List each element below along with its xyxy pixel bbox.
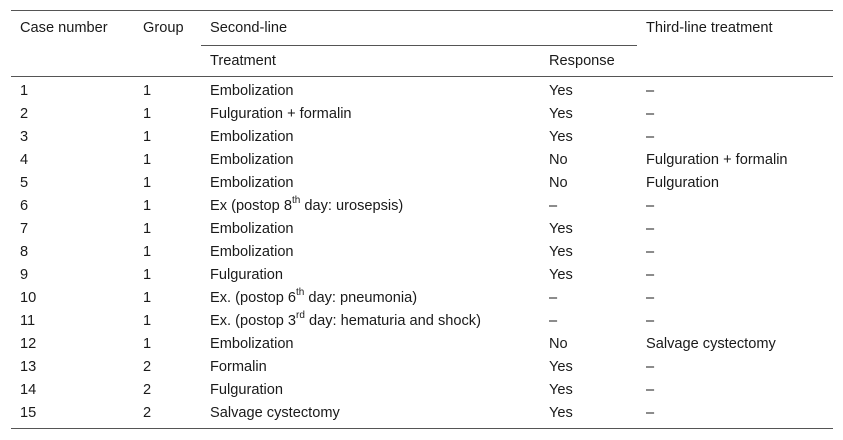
table-row: [11, 310, 833, 333]
cell-case-number: 8: [20, 244, 29, 260]
treatment-text-rest: day: pneumonia): [304, 290, 418, 306]
cell-response: Yes: [549, 221, 573, 237]
table-row: [11, 264, 833, 287]
table-header: [11, 11, 833, 77]
header-group: Group: [143, 20, 184, 36]
cell-third-line: –: [646, 221, 655, 237]
cell-third-line: –: [646, 198, 655, 214]
cell-treatment: [201, 333, 540, 356]
treatment-text-rest: day: urosepsis): [300, 198, 404, 214]
cell-case-number: 5: [20, 175, 29, 191]
cell-treatment: [201, 195, 540, 218]
cell-group: 1: [143, 198, 152, 214]
treatment-text: Embolization: [210, 244, 294, 260]
cell-response: Yes: [549, 129, 573, 145]
cell-response: No: [549, 152, 568, 168]
cell-group: 2: [143, 359, 152, 375]
cell-response: Yes: [549, 267, 573, 283]
cell-case-number: 11: [20, 313, 36, 329]
cell-group: 2: [143, 405, 152, 421]
cell-response: Yes: [549, 83, 573, 99]
treatment-text: Fulguration + formalin: [210, 106, 352, 122]
treatment-text: Salvage cystectomy: [210, 405, 340, 421]
treatment-text: Formalin: [210, 359, 267, 375]
cell-treatment: [201, 218, 540, 241]
cell-group: 1: [143, 267, 152, 283]
header-treatment: Treatment: [210, 53, 276, 69]
cell-response: Yes: [549, 382, 573, 398]
treatment-text: Embolization: [210, 175, 294, 191]
table-row: [11, 241, 833, 264]
cell-group: 1: [143, 129, 152, 145]
cell-case-number: 10: [20, 290, 37, 306]
cell-case-number: 4: [20, 152, 29, 168]
cell-response: Yes: [549, 106, 573, 122]
cell-case-number: 2: [20, 106, 29, 122]
treatment-text-rest: day: hematuria and shock): [304, 313, 481, 329]
treatment-superscript: th: [291, 195, 301, 207]
treatment-text: Ex. (postop 6: [210, 290, 296, 306]
table-row: [11, 218, 833, 241]
cell-response: –: [549, 198, 558, 214]
treatment-text: Ex (postop 8: [210, 198, 292, 214]
cell-third-line: –: [646, 405, 655, 421]
table-row: [11, 356, 833, 379]
table-row: [11, 195, 833, 218]
cell-group: 2: [143, 382, 152, 398]
treatment-text: Embolization: [210, 83, 294, 99]
cell-treatment: [201, 356, 540, 379]
table-row: [11, 172, 833, 195]
cell-case-number: 14: [20, 382, 37, 398]
cell-third-line: –: [646, 129, 655, 145]
table-container: [11, 10, 833, 429]
cell-third-line: –: [646, 267, 655, 283]
treatment-table: [11, 10, 833, 429]
treatment-text: Embolization: [210, 152, 294, 168]
cell-third-line: Salvage cystectomy: [646, 336, 776, 352]
cell-treatment: [201, 103, 540, 126]
cell-response: Yes: [549, 244, 573, 260]
cell-treatment: [201, 264, 540, 287]
table-row: [11, 149, 833, 172]
cell-third-line: Fulguration + formalin: [646, 152, 788, 168]
treatment-superscript: rd: [296, 310, 305, 322]
cell-group: 1: [143, 221, 152, 237]
cell-group: 1: [143, 290, 152, 306]
cell-third-line: –: [646, 290, 655, 306]
treatment-text: Fulguration: [210, 382, 284, 398]
cell-case-number: 1: [20, 83, 29, 99]
cell-third-line: –: [646, 83, 655, 99]
cell-treatment: [201, 402, 540, 429]
cell-case-number: 7: [20, 221, 29, 237]
table-row: [11, 287, 833, 310]
cell-third-line: Fulguration: [646, 175, 720, 191]
cell-treatment: [201, 126, 540, 149]
cell-case-number: 3: [20, 129, 29, 145]
cell-treatment: [201, 310, 540, 333]
treatment-text: Embolization: [210, 221, 294, 237]
header-third-line: Third-line treatment: [646, 20, 773, 36]
treatment-text: Ex. (postop 3: [210, 313, 296, 329]
cell-third-line: –: [646, 382, 655, 398]
cell-case-number: 13: [20, 359, 37, 375]
cell-third-line: –: [646, 313, 655, 329]
table-body: [11, 77, 833, 429]
table-row: [11, 126, 833, 149]
cell-response: –: [549, 290, 558, 306]
cell-response: –: [549, 313, 558, 329]
cell-case-number: 15: [20, 405, 37, 421]
cell-case-number: 12: [20, 336, 37, 352]
cell-treatment: [201, 149, 540, 172]
cell-group: 1: [143, 152, 152, 168]
treatment-text: Fulguration: [210, 267, 284, 283]
treatment-text: Embolization: [210, 129, 294, 145]
cell-third-line: –: [646, 106, 655, 122]
cell-third-line: –: [646, 359, 655, 375]
cell-response: No: [549, 336, 568, 352]
cell-response: Yes: [549, 359, 573, 375]
treatment-superscript: th: [296, 287, 305, 299]
treatment-text: Embolization: [210, 336, 294, 352]
cell-case-number: 6: [20, 198, 29, 214]
table-row: [11, 103, 833, 126]
cell-treatment: [201, 172, 540, 195]
cell-response: No: [549, 175, 568, 191]
cell-treatment: [201, 77, 540, 104]
table-row: [11, 333, 833, 356]
header-response: Response: [549, 53, 615, 69]
cell-third-line: –: [646, 244, 655, 260]
table-row: [11, 379, 833, 402]
cell-response: Yes: [549, 405, 573, 421]
cell-case-number: 9: [20, 267, 29, 283]
header-second-line: Second-line: [201, 11, 637, 46]
header-row-top: [11, 11, 833, 46]
cell-group: 1: [143, 83, 152, 99]
cell-group: 1: [143, 313, 152, 329]
table-row: [11, 402, 833, 429]
cell-group: 1: [143, 175, 152, 191]
cell-group: 1: [143, 336, 152, 352]
table-row: [11, 77, 833, 104]
cell-treatment: [201, 241, 540, 264]
cell-group: 1: [143, 244, 152, 260]
cell-treatment: [201, 379, 540, 402]
cell-treatment: [201, 287, 540, 310]
header-case-number: Case number: [20, 20, 108, 36]
cell-group: 1: [143, 106, 152, 122]
